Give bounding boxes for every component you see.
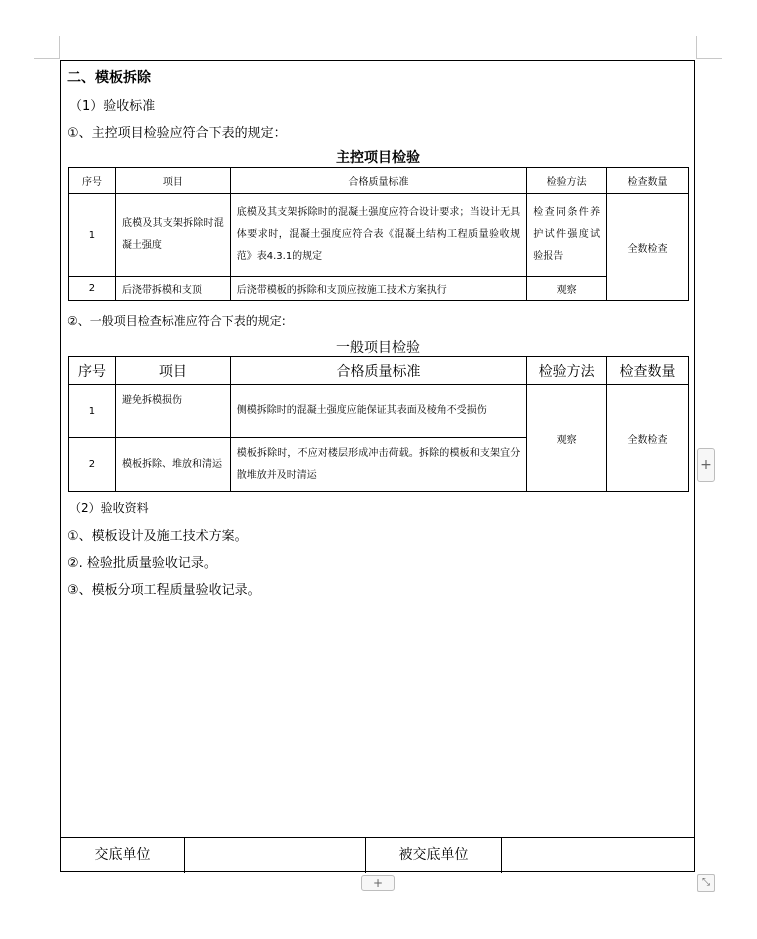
header-cell-item: 项目 — [115, 168, 230, 194]
header-cell-method: 检验方法 — [527, 357, 607, 385]
table-row — [69, 194, 689, 277]
receiving-unit-label: 被交底单位 — [398, 847, 469, 863]
document-frame — [60, 60, 695, 872]
receiving-unit-value[interactable] — [502, 838, 694, 873]
main-control-table — [68, 167, 689, 301]
table-resize-handle[interactable] — [697, 874, 715, 892]
section-heading: 二、模板拆除 — [67, 70, 151, 86]
header-cell-standard: 合格质量标准 — [230, 168, 526, 194]
acceptance-standard-label: （1）验收标准 — [69, 99, 156, 114]
main-table-title: 主控项目检验 — [336, 150, 420, 166]
header-cell-item: 项目 — [115, 357, 230, 385]
main-control-intro: ①、主控项目检验应符合下表的规定： — [67, 126, 287, 141]
quantity-cell: 全数检查 — [607, 385, 689, 492]
page-guide-top-right — [696, 58, 722, 59]
general-table — [68, 356, 689, 492]
signoff-row — [61, 837, 694, 873]
add-column-button[interactable] — [697, 448, 715, 482]
handover-unit-label: 交底单位 — [94, 847, 151, 863]
general-table-title: 一般项目检验 — [336, 340, 420, 356]
table-header-row — [69, 168, 689, 194]
row-standard: 侧模拆除时的混凝土强度应能保证其表面及棱角不受损伤 — [230, 385, 526, 438]
page-guide-top-right-v — [696, 36, 697, 58]
header-cell-method: 检验方法 — [527, 168, 607, 194]
row-no: 1 — [69, 194, 116, 277]
materials-heading: （2）验收资料 — [69, 501, 149, 515]
general-intro: ②、一般项目检查标准应符合下表的规定: — [67, 314, 286, 328]
page-guide-top-left-v — [59, 36, 60, 58]
row-standard: 模板拆除时，不应对楼层形成冲击荷载。拆除的模板和支架宜分散堆放并及时清运 — [230, 438, 526, 492]
row-item: 避免拆模损伤 — [115, 385, 230, 438]
materials-item: ③、模板分项工程质量验收记录。 — [67, 583, 261, 598]
method-cell: 观察 — [527, 385, 607, 492]
plus-icon: + — [700, 457, 712, 473]
materials-item: ②. 检验批质量验收记录。 — [67, 556, 217, 571]
resize-icon: ⤡ — [702, 877, 710, 888]
row-item: 底模及其支架拆除时混凝土强度 — [115, 194, 230, 277]
row-item: 模板拆除、堆放和清运 — [115, 438, 230, 492]
materials-item: ①、模板设计及施工技术方案。 — [67, 529, 248, 544]
row-no: 2 — [69, 277, 116, 301]
add-row-button[interactable] — [361, 875, 395, 891]
row-method: 检查同条件养护试件强度试验报告 — [527, 194, 607, 277]
page-guide-top-left — [34, 58, 60, 59]
header-cell-no: 序号 — [69, 168, 116, 194]
header-cell-no: 序号 — [69, 357, 116, 385]
plus-icon: + — [372, 876, 384, 890]
header-cell-quantity: 检查数量 — [607, 357, 689, 385]
table-header-row — [69, 357, 689, 385]
table-row — [69, 277, 689, 301]
row-method: 观察 — [527, 277, 607, 301]
header-cell-standard: 合格质量标准 — [230, 357, 526, 385]
row-no: 2 — [69, 438, 116, 492]
row-item: 后浇带拆模和支顶 — [115, 277, 230, 301]
row-no: 1 — [69, 385, 116, 438]
quantity-cell: 全数检查 — [607, 194, 689, 301]
row-standard: 底模及其支架拆除时的混凝土强度应符合设计要求；当设计无具体要求时，混凝土强度应符合表《混凝土结构工程质量验收规范》表4.3.1的规定 — [230, 194, 526, 277]
table-row — [69, 385, 689, 438]
handover-unit-value[interactable] — [185, 838, 365, 873]
row-standard: 后浇带模板的拆除和支顶应按施工技术方案执行 — [230, 277, 526, 301]
header-cell-quantity: 检查数量 — [607, 168, 689, 194]
